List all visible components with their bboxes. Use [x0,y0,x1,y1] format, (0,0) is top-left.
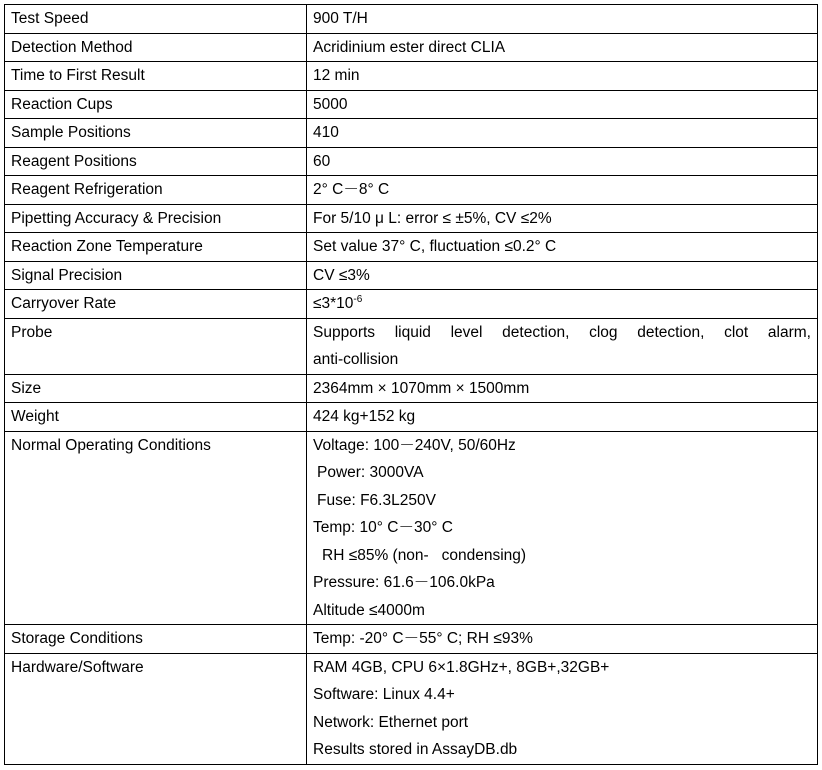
table-row [5,261,818,290]
row-value: 2364mm × 1070mm × 1500mm [307,374,818,403]
table-row [5,5,818,34]
row-value: 900 T/H [307,5,818,34]
row-label: Hardware/Software [5,653,307,764]
condition-line: Pressure: 61.6－106.0kPa [313,574,495,591]
row-label: Size [5,374,307,403]
row-label: Time to First Result [5,62,307,91]
row-label: Storage Conditions [5,625,307,654]
row-label: Reaction Cups [5,90,307,119]
row-value: 424 kg+152 kg [307,403,818,432]
row-value: 410 [307,119,818,148]
row-value: For 5/10 μ L: error ≤ ±5%, CV ≤2% [307,204,818,233]
row-value [307,653,818,764]
hardware-line: RAM 4GB, CPU 6×1.8GHz+, 8GB+,32GB+ [313,658,610,676]
table-row [5,374,818,403]
row-label: Weight [5,403,307,432]
table-row [5,233,818,262]
row-value [307,290,818,319]
condition-line: RH ≤85% (non- condensing) [322,546,527,564]
carryover-value: ≤3*10 [313,295,354,312]
row-value: 5000 [307,90,818,119]
row-value: 12 min [307,62,818,91]
row-value: 60 [307,147,818,176]
table-row [5,119,818,148]
row-label: Probe [5,318,307,374]
row-value: Set value 37° C, fluctuation ≤0.2° C [307,233,818,262]
row-label: Sample Positions [5,119,307,148]
condition-line: Fuse: F6.3L250V [317,491,436,509]
table-row [5,204,818,233]
row-label: Detection Method [5,33,307,62]
table-row [5,653,818,764]
hardware-line: Software: Linux 4.4+ [313,686,455,703]
row-label: Reagent Positions [5,147,307,176]
table-row [5,33,818,62]
row-label: Carryover Rate [5,290,307,319]
row-value: Temp: -20° C－55° C; RH ≤93% [307,625,818,654]
table-row [5,176,818,205]
row-label: Pipetting Accuracy & Precision [5,204,307,233]
probe-line: Supports liquid level detection, clog detection, clot alarm, [313,323,811,341]
table-row [5,147,818,176]
row-value [307,318,818,374]
condition-line: Temp: 10° C－30° C [313,519,453,536]
table-row [5,318,818,374]
condition-line: Voltage: 100－240V, 50/60Hz [313,436,516,454]
table-row [5,625,818,654]
row-label: Reagent Refrigeration [5,176,307,205]
row-value: Acridinium ester direct CLIA [307,33,818,62]
row-value [307,431,818,625]
row-value: 2° C－8° C [307,176,818,205]
table-row [5,62,818,91]
row-label: Reaction Zone Temperature [5,233,307,262]
hardware-line: Results stored in AssayDB.db [313,741,518,758]
spec-table [4,4,818,765]
row-label: Test Speed [5,5,307,34]
row-label: Normal Operating Conditions [5,431,307,625]
condition-line: Power: 3000VA [317,464,424,481]
table-row [5,90,818,119]
probe-line: anti-collision [313,351,399,368]
table-row [5,290,818,319]
hardware-line: Network: Ethernet port [313,713,469,731]
condition-line: Altitude ≤4000m [313,601,425,619]
row-value: CV ≤3% [307,261,818,290]
table-row [5,431,818,625]
table-row [5,403,818,432]
row-label: Signal Precision [5,261,307,290]
carryover-exponent: -6 [353,293,363,305]
